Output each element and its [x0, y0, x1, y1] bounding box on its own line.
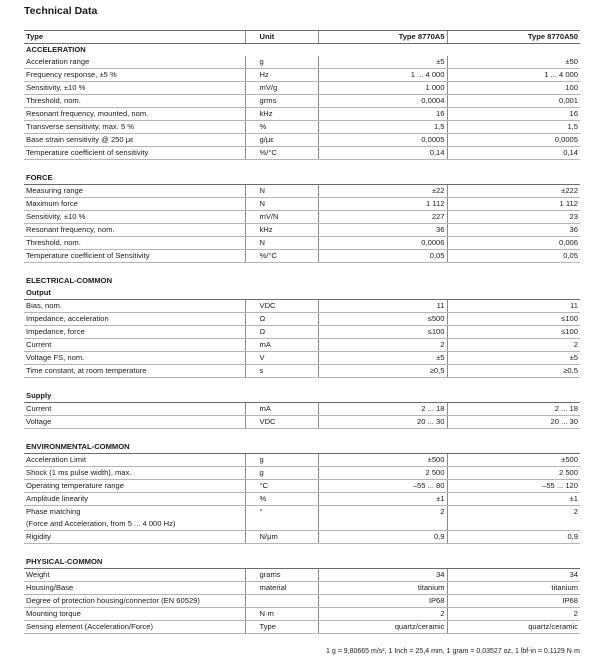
header-unit: Unit [245, 31, 318, 44]
spec-unit: Hz [245, 69, 318, 82]
spec-row [24, 518, 580, 531]
spec-row [24, 480, 580, 493]
value-8770a50: ±1 [447, 493, 580, 506]
value-8770a50: 34 [447, 569, 580, 582]
spec-label: Current [24, 403, 245, 416]
header-type-8770a50: Type 8770A50 [447, 31, 580, 44]
spec-unit: N·m [245, 608, 318, 621]
spacer-cell [24, 378, 580, 391]
spec-unit: Type [245, 621, 318, 634]
value-8770a50: 2 500 [447, 467, 580, 480]
value-8770a50: quartz/ceramic [447, 621, 580, 634]
spec-row [24, 185, 580, 198]
spec-unit: g [245, 467, 318, 480]
spec-label: Resonant frequency, mounted, nom. [24, 108, 245, 121]
value-8770a50: ±5 [447, 352, 580, 365]
value-8770a5: ±5 [318, 56, 447, 69]
spec-label: Temperature coefficient of sensitivity [24, 147, 245, 160]
spec-label: Amplitude linearity [24, 493, 245, 506]
value-8770a5 [318, 518, 447, 531]
spec-row [24, 608, 580, 621]
value-8770a5: ±500 [318, 454, 447, 467]
spec-label: Threshold, nom. [24, 95, 245, 108]
value-8770a5: 20 ... 30 [318, 416, 447, 429]
value-8770a5: 2 [318, 339, 447, 352]
subsection-output [24, 287, 580, 300]
section-spacer [24, 378, 580, 391]
spec-row [24, 56, 580, 69]
spec-unit: g [245, 56, 318, 69]
spec-label: Measuring range [24, 185, 245, 198]
section-spacer [24, 544, 580, 557]
value-8770a5: quartz/ceramic [318, 621, 447, 634]
spec-unit: grams [245, 569, 318, 582]
spec-row [24, 506, 580, 519]
spec-unit: s [245, 365, 318, 378]
spacer-cell [24, 544, 580, 557]
section-acceleration-label: ACCELERATION [26, 45, 86, 54]
spec-row [24, 569, 580, 582]
spec-unit: kHz [245, 224, 318, 237]
section-acceleration [24, 44, 580, 57]
value-8770a5: ≥0,5 [318, 365, 447, 378]
value-8770a50: ±500 [447, 454, 580, 467]
section-force-label: FORCE [26, 173, 53, 182]
spec-unit: %/°C [245, 147, 318, 160]
spec-label: Current [24, 339, 245, 352]
spec-row [24, 198, 580, 211]
spec-label: Housing/Base [24, 582, 245, 595]
value-8770a50: ±50 [447, 56, 580, 69]
spec-label: Temperature coefficient of Sensitivity [24, 250, 245, 263]
value-8770a50: 100 [447, 82, 580, 95]
value-8770a5: 2 ... 18 [318, 403, 447, 416]
section-physical-common [24, 556, 580, 569]
spec-unit: N [245, 198, 318, 211]
spec-label: Sensing element (Acceleration/Force) [24, 621, 245, 634]
value-8770a50: 0,9 [447, 531, 580, 544]
spec-row [24, 621, 580, 634]
spec-unit: mV/N [245, 211, 318, 224]
spec-unit: g [245, 454, 318, 467]
spec-row [24, 313, 580, 326]
value-8770a50: 1,5 [447, 121, 580, 134]
value-8770a5: 2 500 [318, 467, 447, 480]
spec-row [24, 582, 580, 595]
value-8770a5: 0,05 [318, 250, 447, 263]
spec-unit: grms [245, 95, 318, 108]
spec-unit: mA [245, 339, 318, 352]
spec-label: Impedance, force [24, 326, 245, 339]
spec-row [24, 95, 580, 108]
section-environmental-common [24, 441, 580, 454]
spec-label: Degree of protection housing/connector (EN 60529) [24, 595, 245, 608]
value-8770a50: ≤100 [447, 326, 580, 339]
spec-label: Resonant frequency, nom. [24, 224, 245, 237]
value-8770a50: 0,001 [447, 95, 580, 108]
spec-row [24, 108, 580, 121]
spec-row [24, 365, 580, 378]
section-force [24, 172, 580, 185]
spec-label: Rigidity [24, 531, 245, 544]
spec-unit: mV/g [245, 82, 318, 95]
spec-label: Frequency response, ±5 % [24, 69, 245, 82]
value-8770a50: 1 ... 4 000 [447, 69, 580, 82]
value-8770a50 [447, 518, 580, 531]
spacer-cell [24, 429, 580, 442]
spacer-cell [24, 160, 580, 173]
subsection-supply [24, 390, 580, 403]
spec-row [24, 300, 580, 313]
spec-unit: N [245, 237, 318, 250]
value-8770a5: IP68 [318, 595, 447, 608]
value-8770a50: –55 ... 120 [447, 480, 580, 493]
spec-unit: mA [245, 403, 318, 416]
page-title: Technical Data [24, 5, 98, 17]
spec-row [24, 250, 580, 263]
spec-label: Acceleration Limit [24, 454, 245, 467]
value-8770a50: 0,14 [447, 147, 580, 160]
spec-unit: %/°C [245, 250, 318, 263]
spec-unit: VDC [245, 300, 318, 313]
subsection-supply-label: Supply [26, 391, 52, 400]
spec-label: Transverse sensitivity, max. 5 % [24, 121, 245, 134]
value-8770a50: 0,05 [447, 250, 580, 263]
spec-label: Mounting torque [24, 608, 245, 621]
value-8770a5: 1 ... 4 000 [318, 69, 447, 82]
value-8770a50: 23 [447, 211, 580, 224]
spec-unit: % [245, 493, 318, 506]
spec-label: Voltage FS, nom. [24, 352, 245, 365]
spec-row [24, 403, 580, 416]
spec-row [24, 531, 580, 544]
value-8770a50: 16 [447, 108, 580, 121]
value-8770a50: IP68 [447, 595, 580, 608]
spec-label: Impedance, acceleration [24, 313, 245, 326]
value-8770a50: 2 [447, 506, 580, 519]
technical-data-table [24, 30, 580, 634]
spec-row [24, 147, 580, 160]
value-8770a5: 0,0006 [318, 237, 447, 250]
spec-row [24, 352, 580, 365]
section-electrical-common-label: ELECTRICAL-COMMON [26, 276, 113, 285]
spec-label: Phase matching [26, 507, 81, 516]
spec-row [24, 467, 580, 480]
spec-unit: VDC [245, 416, 318, 429]
value-8770a5: 0,0004 [318, 95, 447, 108]
header-type-8770a5: Type 8770A5 [318, 31, 447, 44]
spec-unit: °C [245, 480, 318, 493]
spacer-cell [24, 263, 580, 276]
spec-unit: material [245, 582, 318, 595]
subsection-output-label: Output [26, 288, 51, 297]
value-8770a5: 1,5 [318, 121, 447, 134]
section-spacer [24, 263, 580, 276]
spec-row [24, 121, 580, 134]
spec-row [24, 326, 580, 339]
spec-label: Weight [24, 569, 245, 582]
spec-label: Threshold, nom. [24, 237, 245, 250]
value-8770a5: 227 [318, 211, 447, 224]
value-8770a5: ≤100 [318, 326, 447, 339]
value-8770a50: 2 [447, 339, 580, 352]
value-8770a5: 11 [318, 300, 447, 313]
value-8770a5: 34 [318, 569, 447, 582]
spec-label: Base strain sensitivity @ 250 με [24, 134, 245, 147]
spec-label: Voltage [24, 416, 245, 429]
spec-row [24, 493, 580, 506]
value-8770a50: 20 ... 30 [447, 416, 580, 429]
value-8770a5: 0,0005 [318, 134, 447, 147]
value-8770a5: –55 ... 80 [318, 480, 447, 493]
spec-label: Maximum force [24, 198, 245, 211]
value-8770a50: 36 [447, 224, 580, 237]
spec-unit: % [245, 121, 318, 134]
value-8770a5: ±22 [318, 185, 447, 198]
spec-label: Time constant, at room temperature [24, 365, 245, 378]
value-8770a5: 0,14 [318, 147, 447, 160]
value-8770a50: 0,0005 [447, 134, 580, 147]
value-8770a50: 2 ... 18 [447, 403, 580, 416]
value-8770a50: 0,006 [447, 237, 580, 250]
value-8770a5: 2 [318, 608, 447, 621]
spec-row [24, 211, 580, 224]
spec-row [24, 69, 580, 82]
header-row [24, 31, 580, 44]
header-type: Type [24, 31, 245, 44]
value-8770a5: ≤500 [318, 313, 447, 326]
value-8770a50: titanium [447, 582, 580, 595]
spec-unit [245, 518, 318, 531]
spec-label: Operating temperature range [24, 480, 245, 493]
value-8770a50: ≥0,5 [447, 365, 580, 378]
section-electrical-common [24, 275, 580, 287]
value-8770a5: titanium [318, 582, 447, 595]
spec-row [24, 416, 580, 429]
spec-row [24, 595, 580, 608]
spec-unit: ° [245, 506, 318, 519]
value-8770a50: 11 [447, 300, 580, 313]
value-8770a5: 1 000 [318, 82, 447, 95]
value-8770a5: 0,9 [318, 531, 447, 544]
spec-row [24, 237, 580, 250]
spec-label: Bias, nom. [24, 300, 245, 313]
section-environmental-common-label: ENVIRONMENTAL-COMMON [26, 442, 130, 451]
spec-unit: V [245, 352, 318, 365]
value-8770a50: 1 112 [447, 198, 580, 211]
spec-unit: N/μm [245, 531, 318, 544]
spec-label: Sensitivity, ±10 % [24, 211, 245, 224]
spec-label: Sensitivity, ±10 % [24, 82, 245, 95]
spec-label: Acceleration range [24, 56, 245, 69]
spec-unit: Ω [245, 313, 318, 326]
spec-unit [245, 595, 318, 608]
spec-row [24, 224, 580, 237]
spec-row [24, 82, 580, 95]
section-physical-common-label: PHYSICAL-COMMON [26, 557, 103, 566]
spec-row [24, 454, 580, 467]
spec-label: Shock (1 ms pulse width), max. [24, 467, 245, 480]
value-8770a5: ±1 [318, 493, 447, 506]
value-8770a50: 2 [447, 608, 580, 621]
spec-row [24, 134, 580, 147]
spec-row [24, 339, 580, 352]
value-8770a50: ≤100 [447, 313, 580, 326]
spec-unit: kHz [245, 108, 318, 121]
value-8770a5: 16 [318, 108, 447, 121]
section-spacer [24, 160, 580, 173]
value-8770a5: 1 112 [318, 198, 447, 211]
value-8770a5: 36 [318, 224, 447, 237]
section-spacer [24, 429, 580, 442]
value-8770a5: 2 [318, 506, 447, 519]
value-8770a50: ±222 [447, 185, 580, 198]
unit-conversion-footnote: 1 g = 9,80665 m/s², 1 Inch = 25,4 mm, 1 gram = 0,03527 oz, 1 lbf-in = 0,1129 N·m [326, 648, 580, 655]
spec-unit: Ω [245, 326, 318, 339]
spec-unit: g/με [245, 134, 318, 147]
spec-label: (Force and Acceleration, from 5 ... 4 000 Hz) [24, 518, 245, 531]
spec-unit: N [245, 185, 318, 198]
value-8770a5: ±5 [318, 352, 447, 365]
